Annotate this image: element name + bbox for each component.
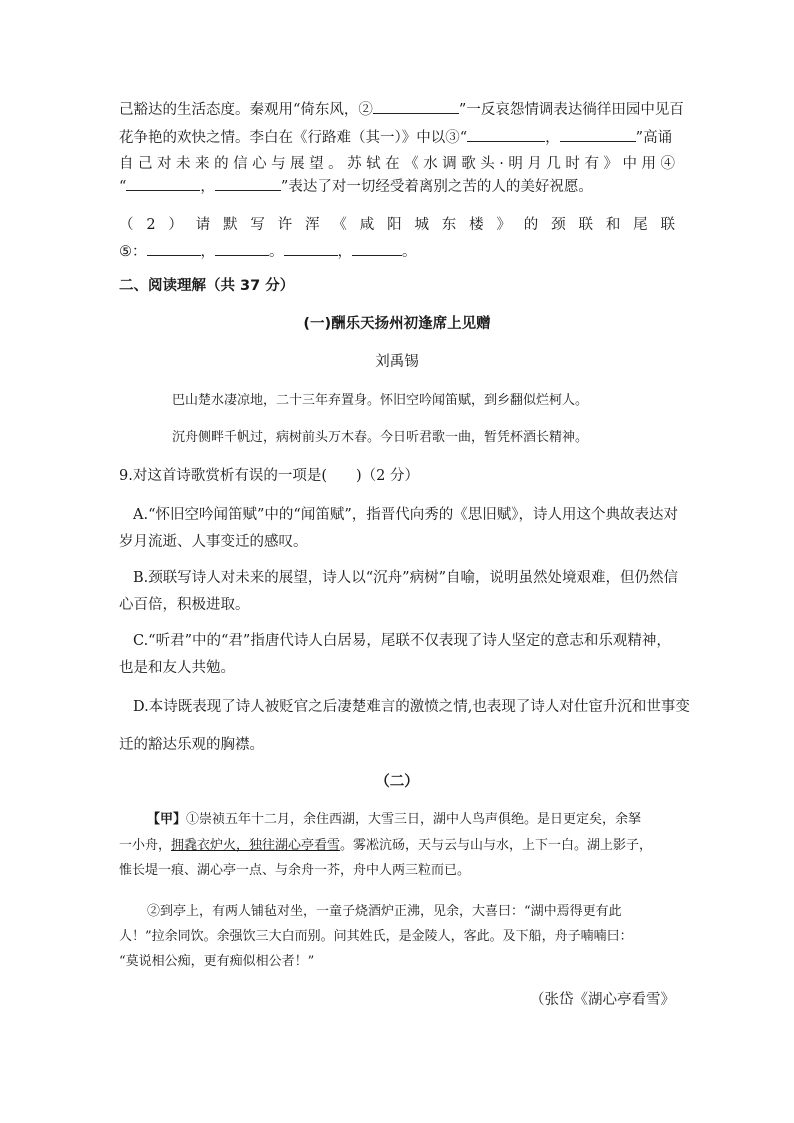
passage-jia-line-2: 一小舟，拥毳衣炉火，独往湖心亭看雪。雾凇沆砀，天与云与山与水，上下一白。湖上影子， — [119, 838, 653, 853]
passage-jia-p2-line-1: ②到亭上，有两人铺毡对坐，一童子烧酒炉正沸，见余，大喜曰：“湖中焉得更有此 — [147, 904, 622, 919]
poem-line-2: 沉舟侧畔千帆过，病树前头万木春。今日听君歌一曲，暂凭杯酒长精神。 — [172, 430, 589, 445]
passage-jia-line-3: 惟长堤一痕、湖心亭一点、与余舟一芥，舟中人两三粒而已。 — [119, 863, 471, 878]
source-citation: （张岱《湖心亭看雪》 — [530, 992, 675, 1008]
option-d-line-1: D.本诗既表现了诗人被贬官之后凄楚难言的激愤之情,也表现了诗人对仕宦升沉和世事变 — [133, 699, 690, 715]
answer-blank-5b[interactable] — [215, 240, 269, 256]
passage-jia-p2-line-3: “莫说相公痴，更有痴似相公者！” — [119, 954, 315, 969]
option-a-line-2: 岁月流逝、人事变迁的感叹。 — [119, 534, 308, 550]
option-d-line-2: 迁的豁达乐观的胸襟。 — [119, 737, 264, 753]
part-2-heading: （二） — [375, 774, 419, 790]
passage-line-1: 己豁达的生活态度。秦观用“倚东风，② ”一反哀怨情调表达徜徉田园中见百 — [119, 98, 675, 120]
section-2-title: 二、阅读理解（共 37 分） — [119, 278, 295, 294]
question-2-prompt: （2）请默写许浑《咸阳城东楼》的颈联和尾联 — [119, 217, 675, 233]
answer-blank-5d[interactable] — [352, 240, 402, 256]
poem-title: (一)酬乐天扬州初逢席上见赠 — [303, 316, 491, 332]
passage-jia-p2-line-2: 人！”拉余同饮。余强饮三大白而别。问其姓氏，是金陵人，客此。及下船，舟子喃喃曰： — [119, 929, 633, 944]
answer-blank-3b[interactable] — [560, 126, 636, 142]
option-b-line-1: B.颈联写诗人对未来的展望，诗人以“沉舟”病树”自喻，说明虽然处境艰难，但仍然信 — [133, 570, 678, 586]
option-c-line-1: C.“听君”中的“君”指唐代诗人白居易，尾联不仅表现了诗人坚定的意志和乐观精神， — [133, 633, 671, 649]
answer-blank-5c[interactable] — [284, 240, 338, 256]
passage-line-3: 自己对未来的信心与展望。苏轼在《水调歌头·明月几时有》中用④ — [119, 156, 675, 172]
answer-blank-4a[interactable] — [126, 175, 200, 191]
poem-author: 刘禹锡 — [375, 354, 419, 370]
answer-blank-5a[interactable] — [147, 240, 201, 256]
option-c-line-2: 也是和友人共勉。 — [119, 660, 235, 676]
question-9-stem: 9.对这首诗歌赏析有误的一项是( )（2 分） — [119, 468, 419, 484]
poem-line-1: 巴山楚水凄凉地，二十三年弃置身。怀旧空吟闻笛赋，到乡翻似烂柯人。 — [172, 393, 589, 408]
passage-line-2: 花争艳的欢快之情。李白在《行路难（其一）》中以③“ ， ”高诵 — [119, 126, 675, 148]
underlined-phrase: 拥毳衣炉火，独往湖心亭看雪 — [171, 838, 341, 853]
answer-blank-4b[interactable] — [215, 175, 281, 191]
option-a-line-1: A.“怀旧空吟闻笛赋”中的“闻笛赋”，指晋代向秀的《思旧赋》，诗人用这个典故表达对 — [133, 507, 678, 523]
passage-jia-line-1: 【甲】①崇祯五年十二月，余住西湖，大雪三日，湖中人鸟声俱绝。是日更定矣，余拏 — [147, 812, 642, 827]
passage-line-4: “ ， ”表达了对一切经受着离别之苦的人的美好祝愿。 — [119, 175, 675, 197]
option-b-line-2: 心百倍，积极进取。 — [119, 597, 250, 613]
answer-blank-3a[interactable] — [467, 126, 545, 142]
question-2-blanks: ⑤： ， 。 ， 。 — [119, 240, 675, 262]
answer-blank-2[interactable] — [373, 98, 459, 114]
